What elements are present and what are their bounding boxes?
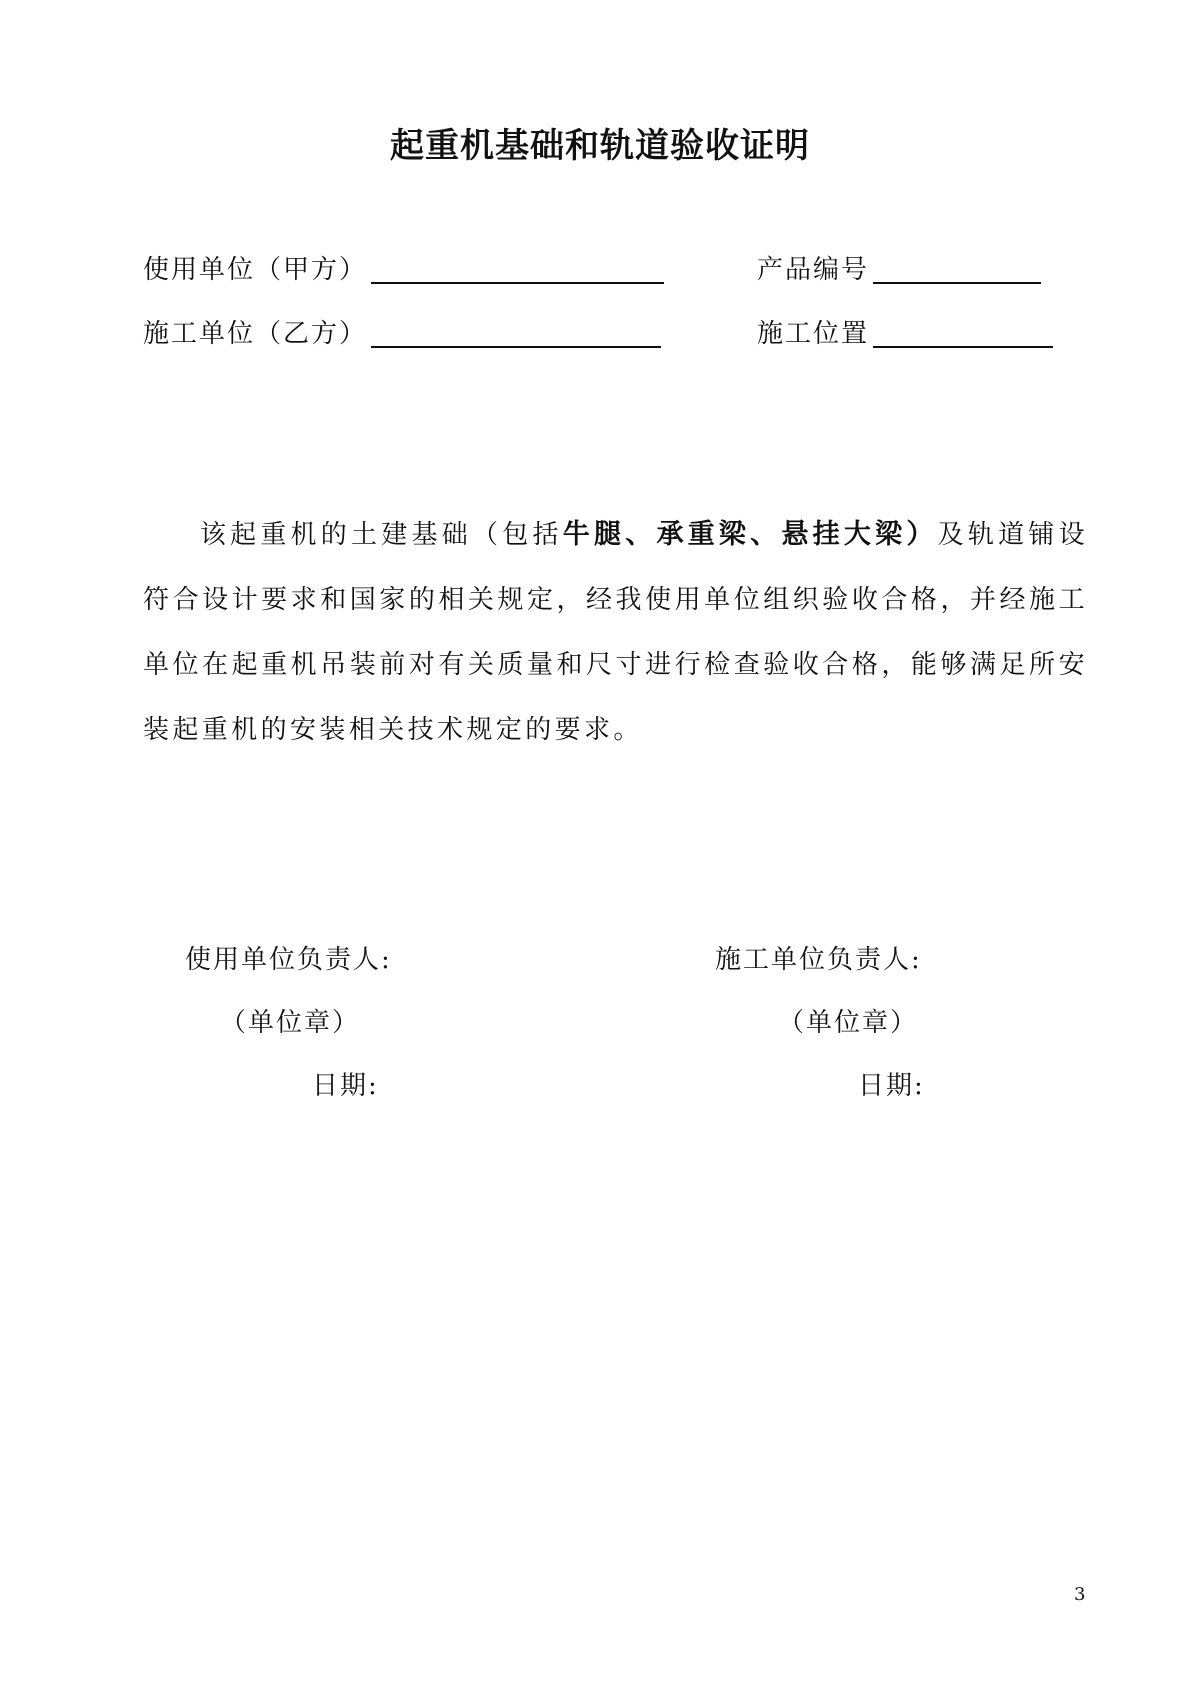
party-a-label: 使用单位（甲方） [143, 255, 368, 285]
location-field [757, 314, 1053, 354]
statement-text-before: 该起重机的土建基础（包括 [199, 520, 563, 550]
product-no-field [757, 250, 1041, 290]
right-seal-label: （单位章） [778, 1008, 919, 1038]
party-a-field [143, 250, 664, 290]
left-responsible-label: 使用单位负责人: [185, 945, 392, 975]
acceptance-statement [143, 502, 1088, 763]
party-b-field [143, 314, 661, 354]
product-no-blank[interactable] [873, 254, 1041, 284]
right-date-label: 日期: [858, 1071, 925, 1101]
right-responsible-label: 施工单位负责人: [715, 945, 922, 975]
statement-text-after: 及轨道铺设符合设计要求和国家的相关规定，经我使用单位组织验收合格，并经施工单位在起重机吊装前对有关质量和尺寸进行检查验收合格，能够满足所安装起重机的安装相关技术规定的要求。 [143, 520, 1088, 745]
location-label: 施工位置 [757, 319, 870, 349]
party-a-blank[interactable] [371, 254, 664, 284]
party-b-blank[interactable] [371, 318, 661, 348]
location-blank[interactable] [873, 318, 1053, 348]
document-title: 起重机基础和轨道验收证明 [390, 126, 810, 166]
statement-bold-text: 牛腿、承重梁、悬挂大梁） [562, 519, 938, 550]
left-date-label: 日期: [312, 1071, 379, 1101]
left-seal-label: （单位章） [220, 1008, 361, 1038]
page-number: 3 [1074, 1584, 1086, 1605]
product-no-label: 产品编号 [757, 255, 870, 285]
party-b-label: 施工单位（乙方） [143, 319, 368, 349]
